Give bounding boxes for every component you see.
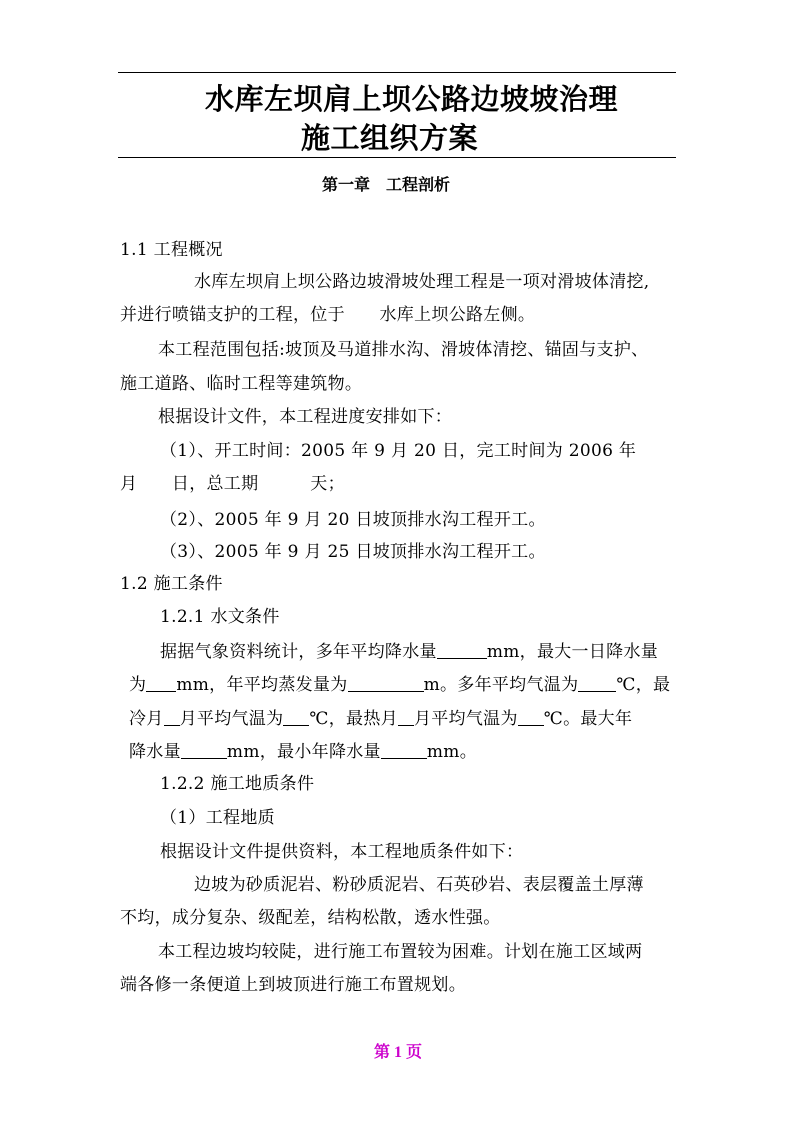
hydrology-text: ℃，最 bbox=[616, 675, 671, 695]
document-title-line2: 施工组织方案 bbox=[301, 121, 479, 155]
geology-paragraph-2-line1: 边坡为砂质泥岩、粉砂质泥岩、石英砂岩、表层覆盖土厚薄 bbox=[194, 875, 644, 895]
geology-paragraph-3-line1: 本工程边坡均较陡，进行施工布置较为困难。计划在施工区域两 bbox=[158, 942, 643, 962]
blank-field bbox=[398, 710, 414, 726]
hydrology-text: 据据气象资料统计，多年平均降水量 bbox=[160, 642, 437, 662]
hydrology-text: ℃，最热月 bbox=[309, 709, 398, 729]
blank-field bbox=[181, 743, 227, 759]
paragraph-overview-line1: 水库左坝肩上坝公路边坡滑坡处理工程是一项对滑坡体清挖, bbox=[194, 272, 650, 292]
hydrology-text: mm，最大一日降水量 bbox=[486, 642, 659, 662]
hydrology-text: 降水量 bbox=[129, 742, 181, 762]
hydrology-line4 bbox=[129, 737, 477, 762]
hydrology-text: mm。 bbox=[426, 742, 477, 762]
chapter-heading: 第一章 工程剖析 bbox=[322, 175, 451, 194]
paragraph-scope-line2: 施工道路、临时工程等建筑物。 bbox=[120, 374, 363, 394]
schedule-item-3: （3）、2005 年 9 月 25 日坡顶排水沟工程开工。 bbox=[160, 542, 546, 562]
blank-field bbox=[578, 676, 616, 692]
hydrology-text: m。多年平均气温为 bbox=[423, 675, 579, 695]
blank-field bbox=[381, 743, 427, 759]
paragraph-schedule-intro: 根据设计文件，本工程进度安排如下： bbox=[158, 407, 453, 427]
blank-field bbox=[283, 710, 309, 726]
header-rule-top bbox=[118, 72, 676, 73]
schedule-item-1-line1: （1）、开工时间：2005 年 9 月 20 日，完工时间为 2006 年 bbox=[160, 441, 637, 461]
geology-paragraph-2-line2: 不均，成分复杂、级配差，结构松散，透水性强。 bbox=[120, 908, 501, 928]
blank-field bbox=[437, 643, 487, 659]
hydrology-text: 月平均气温为 bbox=[179, 709, 284, 729]
hydrology-line3 bbox=[129, 704, 632, 729]
section-1-2-2-heading: 1.2.2 施工地质条件 bbox=[160, 774, 315, 794]
paragraph-scope-line1: 本工程范围包括:坡顶及马道排水沟、滑坡体清挖、锚固与支护、 bbox=[158, 340, 649, 360]
geology-paragraph-3-line2: 端各修一条便道上到坡顶进行施工布置规划。 bbox=[120, 975, 466, 995]
section-1-1-heading: 1.1 工程概况 bbox=[120, 240, 223, 260]
section-1-2-heading: 1.2 施工条件 bbox=[120, 574, 223, 594]
document-title-line1: 水库左坝肩上坝公路边坡坡治理 bbox=[205, 82, 619, 116]
blank-field bbox=[164, 710, 180, 726]
hydrology-text: mm，年平均蒸发量为 bbox=[176, 675, 348, 695]
blank-field bbox=[348, 676, 424, 692]
schedule-item-1-line2: 月 日，总工期 天； bbox=[120, 474, 345, 494]
header-rule-bottom bbox=[118, 157, 676, 158]
hydrology-text: 为 bbox=[129, 675, 147, 695]
geology-paragraph-1: 根据设计文件提供资料，本工程地质条件如下： bbox=[160, 842, 524, 862]
hydrology-line1 bbox=[160, 637, 658, 662]
hydrology-text: ℃。最大年 bbox=[543, 709, 633, 729]
blank-field bbox=[518, 710, 544, 726]
page-number-footer: 第 1 页 bbox=[374, 1044, 423, 1061]
section-1-2-1-heading: 1.2.1 水文条件 bbox=[160, 607, 280, 627]
geology-subheading: （1）工程地质 bbox=[160, 808, 275, 828]
hydrology-line2 bbox=[129, 670, 670, 695]
hydrology-text: 冷月 bbox=[129, 709, 164, 729]
schedule-item-2: （2）、2005 年 9 月 20 日坡顶排水沟工程开工。 bbox=[160, 510, 546, 530]
hydrology-text: mm，最小年降水量 bbox=[226, 742, 381, 762]
hydrology-text: 月平均气温为 bbox=[413, 709, 518, 729]
blank-field bbox=[146, 676, 176, 692]
paragraph-overview-line2: 并进行喷锚支护的工程，位于 水库上坝公路左侧。 bbox=[120, 305, 536, 325]
